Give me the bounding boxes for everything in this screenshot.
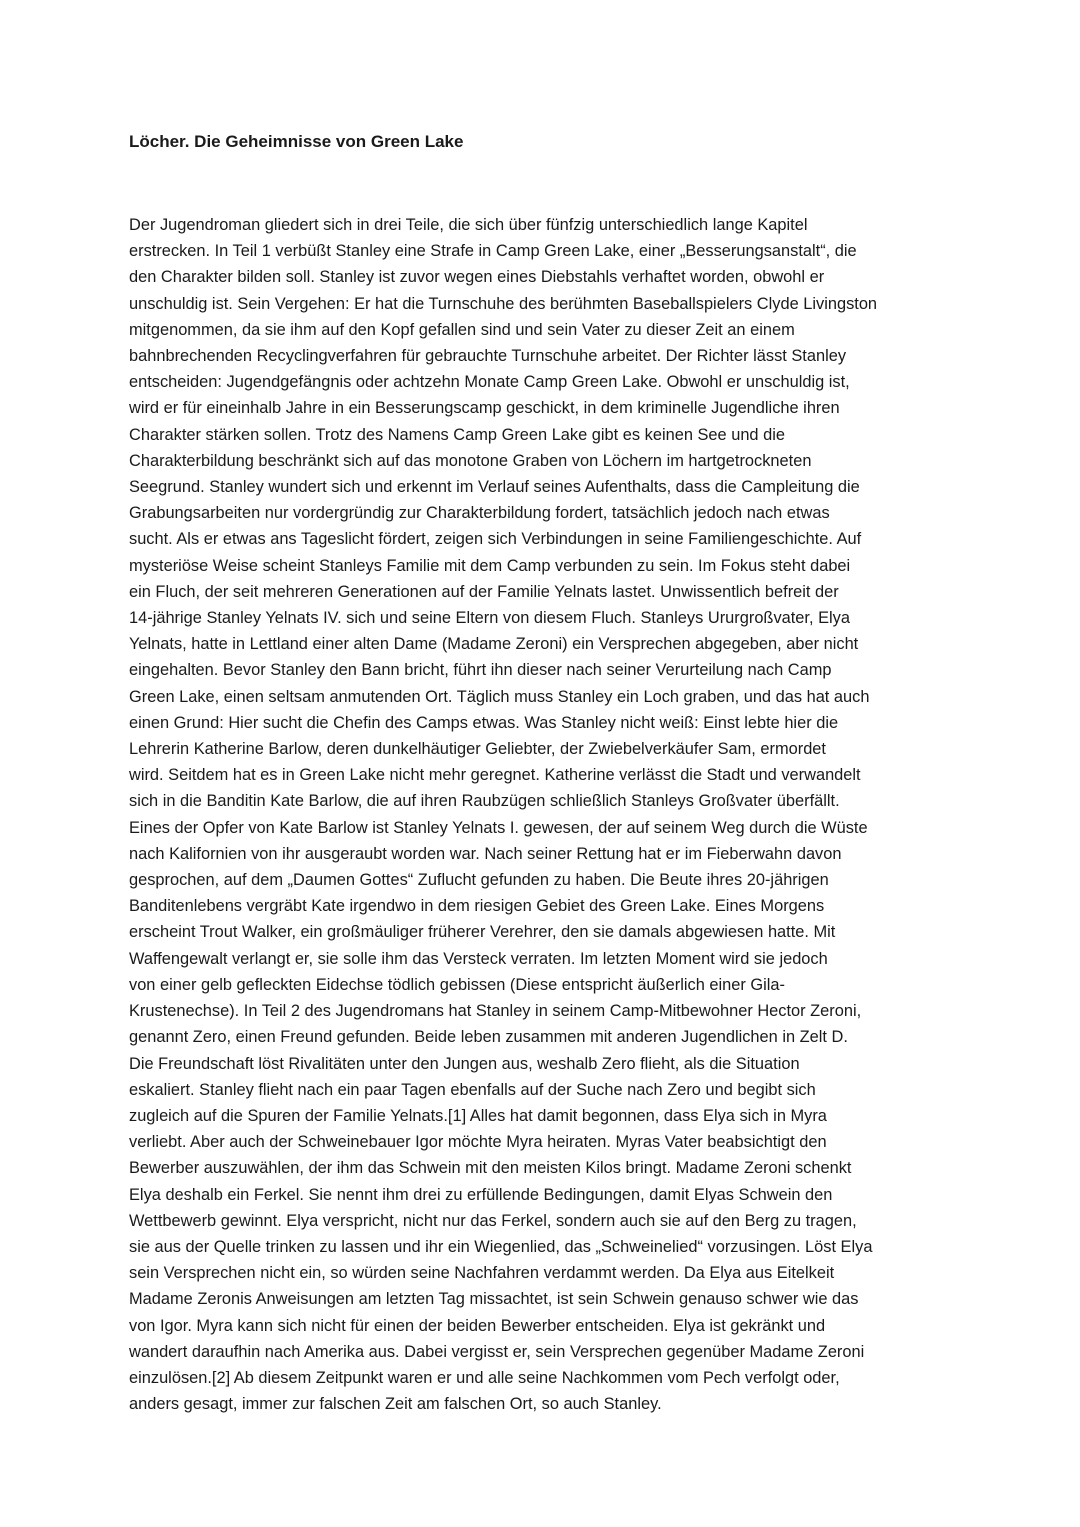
text-line: Die Freundschaft löst Rivalitäten unter den Jungen aus, weshalb Zero flieht, als die Situation bbox=[129, 1054, 800, 1073]
text-line: wird er für eineinhalb Jahre in ein Besserungscamp geschickt, in dem kriminelle Jugendliche ihren bbox=[129, 399, 840, 418]
text-line: verliebt. Aber auch der Schweinebauer Igor möchte Myra heiraten. Myras Vater beabsichtigt den bbox=[129, 1133, 827, 1152]
text-line: Charakterbildung beschränkt sich auf das monotone Graben von Löchern im hartgetrockneten bbox=[129, 451, 812, 470]
text-line: einen Grund: Hier sucht die Chefin des Camps etwas. Was Stanley nicht weiß: Einst lebte hier die bbox=[129, 713, 839, 732]
document-title: Löcher. Die Geheimnisse von Green Lake bbox=[129, 132, 464, 151]
text-line: Seegrund. Stanley wundert sich und erkennt im Verlauf seines Aufenthalts, dass die Campleitung die bbox=[129, 478, 860, 497]
text-line: von Igor. Myra kann sich nicht für einen der beiden Bewerber entscheiden. Elya ist gekränkt und bbox=[129, 1316, 826, 1335]
text-line: Wettbewerb gewinnt. Elya verspricht, nicht nur das Ferkel, sondern auch sie auf den Berg zu tragen, bbox=[129, 1211, 857, 1230]
text-line: ein Fluch, der seit mehreren Generationen auf der Familie Yelnats lastet. Unwissentlich befreit der bbox=[129, 582, 839, 601]
text-line: sich in die Banditin Kate Barlow, die auf ihren Raubzügen schließlich Stanleys Großvater überfällt. bbox=[129, 792, 840, 811]
text-line: eingehalten. Bevor Stanley den Bann bricht, führt ihn dieser nach seiner Verurteilung nach Camp bbox=[129, 661, 832, 680]
text-line: sie aus der Quelle trinken zu lassen und ihr ein Wiegenlied, das „Schweinelied“ vorzusingen. Löst Elya bbox=[129, 1237, 873, 1256]
text-line: einzulösen.[2] Ab diesem Zeitpunkt waren er und alle seine Nachkommen vom Pech verfolgt oder, bbox=[129, 1368, 840, 1387]
text-line: sein Versprechen nicht ein, so würden seine Nachfahren verdammt werden. Da Elya aus Eitelkeit bbox=[129, 1264, 835, 1283]
text-line: bahnbrechenden Recyclingverfahren für gebrauchte Turnschuhe arbeitet. Der Richter lässt Stanley bbox=[129, 347, 847, 366]
text-line: Grabungsarbeiten nur vordergründig zur Charakterbildung fordert, tatsächlich jedoch nach etwas bbox=[129, 504, 830, 523]
text-line: genannt Zero, einen Freund gefunden. Beide leben zusammen mit anderen Jugendlichen in Zelt D. bbox=[129, 1028, 848, 1047]
text-line: von einer gelb gefleckten Eidechse tödlich gebissen (Diese entspricht äußerlich einer Gila- bbox=[129, 975, 785, 994]
text-line: Waffengewalt verlangt er, sie solle ihm das Versteck verraten. Im letzten Moment wird sie jedoch bbox=[129, 949, 828, 968]
text-line: mysteriöse Weise scheint Stanleys Familie mit dem Camp verbunden zu sein. Im Fokus steht dabei bbox=[129, 556, 851, 575]
text-line: nach Kalifornien von ihr ausgeraubt worden war. Nach seiner Rettung hat er im Fieberwahn davon bbox=[129, 844, 842, 863]
text-line: anders gesagt, immer zur falschen Zeit am falschen Ort, so auch Stanley. bbox=[129, 1395, 662, 1414]
text-line: den Charakter bilden soll. Stanley ist zuvor wegen eines Diebstahls verhaftet worden, obwohl er bbox=[129, 268, 825, 287]
body-paragraph bbox=[129, 212, 959, 1417]
text-line: Banditenlebens vergräbt Kate irgendwo in dem riesigen Gebiet des Green Lake. Eines Morgens bbox=[129, 897, 825, 916]
text-line: Yelnats, hatte in Lettland einer alten Dame (Madame Zeroni) ein Versprechen abgegeben, aber nicht bbox=[129, 635, 859, 654]
text-line: Madame Zeronis Anweisungen am letzten Tag missachtet, ist sein Schwein genauso schwer wie das bbox=[129, 1290, 859, 1309]
text-line: Elya deshalb ein Ferkel. Sie nennt ihm drei zu erfüllende Bedingungen, damit Elyas Schwein den bbox=[129, 1185, 833, 1204]
text-line: sucht. Als er etwas ans Tageslicht fördert, zeigen sich Verbindungen in seine Familiengeschichte. Auf bbox=[129, 530, 862, 549]
text-line: erstrecken. In Teil 1 verbüßt Stanley eine Strafe in Camp Green Lake, einer „Besserungsanstalt“, die bbox=[129, 242, 857, 261]
text-line: gesprochen, auf dem „Daumen Gottes“ Zuflucht gefunden zu haben. Die Beute ihres 20-jährigen bbox=[129, 871, 829, 890]
text-line: eskaliert. Stanley flieht nach ein paar Tagen ebenfalls auf der Suche nach Zero und begibt sich bbox=[129, 1080, 816, 1099]
text-line: unschuldig ist. Sein Vergehen: Er hat die Turnschuhe des berühmten Baseballspielers Clyde Livingston bbox=[129, 294, 878, 313]
text-line: Charakter stärken sollen. Trotz des Namens Camp Green Lake gibt es keinen See und die bbox=[129, 425, 785, 444]
text-line: wird. Seitdem hat es in Green Lake nicht mehr geregnet. Katherine verlässt die Stadt und verwandelt bbox=[129, 766, 861, 785]
text-line: Bewerber auszuwählen, der ihm das Schwein mit den meisten Kilos bringt. Madame Zeroni schenkt bbox=[129, 1159, 852, 1178]
text-line: Lehrerin Katherine Barlow, deren dunkelhäutiger Geliebter, der Zwiebelverkäufer Sam, ermordet bbox=[129, 740, 826, 759]
text-line: Der Jugendroman gliedert sich in drei Teile, die sich über fünfzig unterschiedlich lange Kapitel bbox=[129, 216, 808, 234]
text-line: Krustenechse). In Teil 2 des Jugendromans hat Stanley in seinem Camp-Mitbewohner Hector Zeroni, bbox=[129, 1002, 862, 1021]
text-line: erscheint Trout Walker, ein großmäuliger früherer Verehrer, den sie damals abgewiesen hatte. Mit bbox=[129, 923, 836, 942]
text-line: entscheiden: Jugendgefängnis oder achtzehn Monate Camp Green Lake. Obwohl er unschuldig ist, bbox=[129, 373, 850, 392]
text-line: mitgenommen, da sie ihm auf den Kopf gefallen sind und sein Vater zu dieser Zeit an einem bbox=[129, 320, 795, 339]
text-line: wandert daraufhin nach Amerika aus. Dabei vergisst er, sein Versprechen gegenüber Madame Zeroni bbox=[129, 1342, 865, 1361]
text-line: Eines der Opfer von Kate Barlow ist Stanley Yelnats I. gewesen, der auf seinem Weg durch die Wüste bbox=[129, 818, 868, 837]
text-line: zugleich auf die Spuren der Familie Yelnats.[1] Alles hat damit begonnen, dass Elya sich in Myra bbox=[129, 1106, 827, 1125]
text-line: Green Lake, einen seltsam anmutenden Ort. Täglich muss Stanley ein Loch graben, und das hat auch bbox=[129, 687, 870, 706]
text-line: 14-jährige Stanley Yelnats IV. sich und seine Eltern von diesem Fluch. Stanleys Ururgroßvater, Elya bbox=[129, 609, 850, 628]
